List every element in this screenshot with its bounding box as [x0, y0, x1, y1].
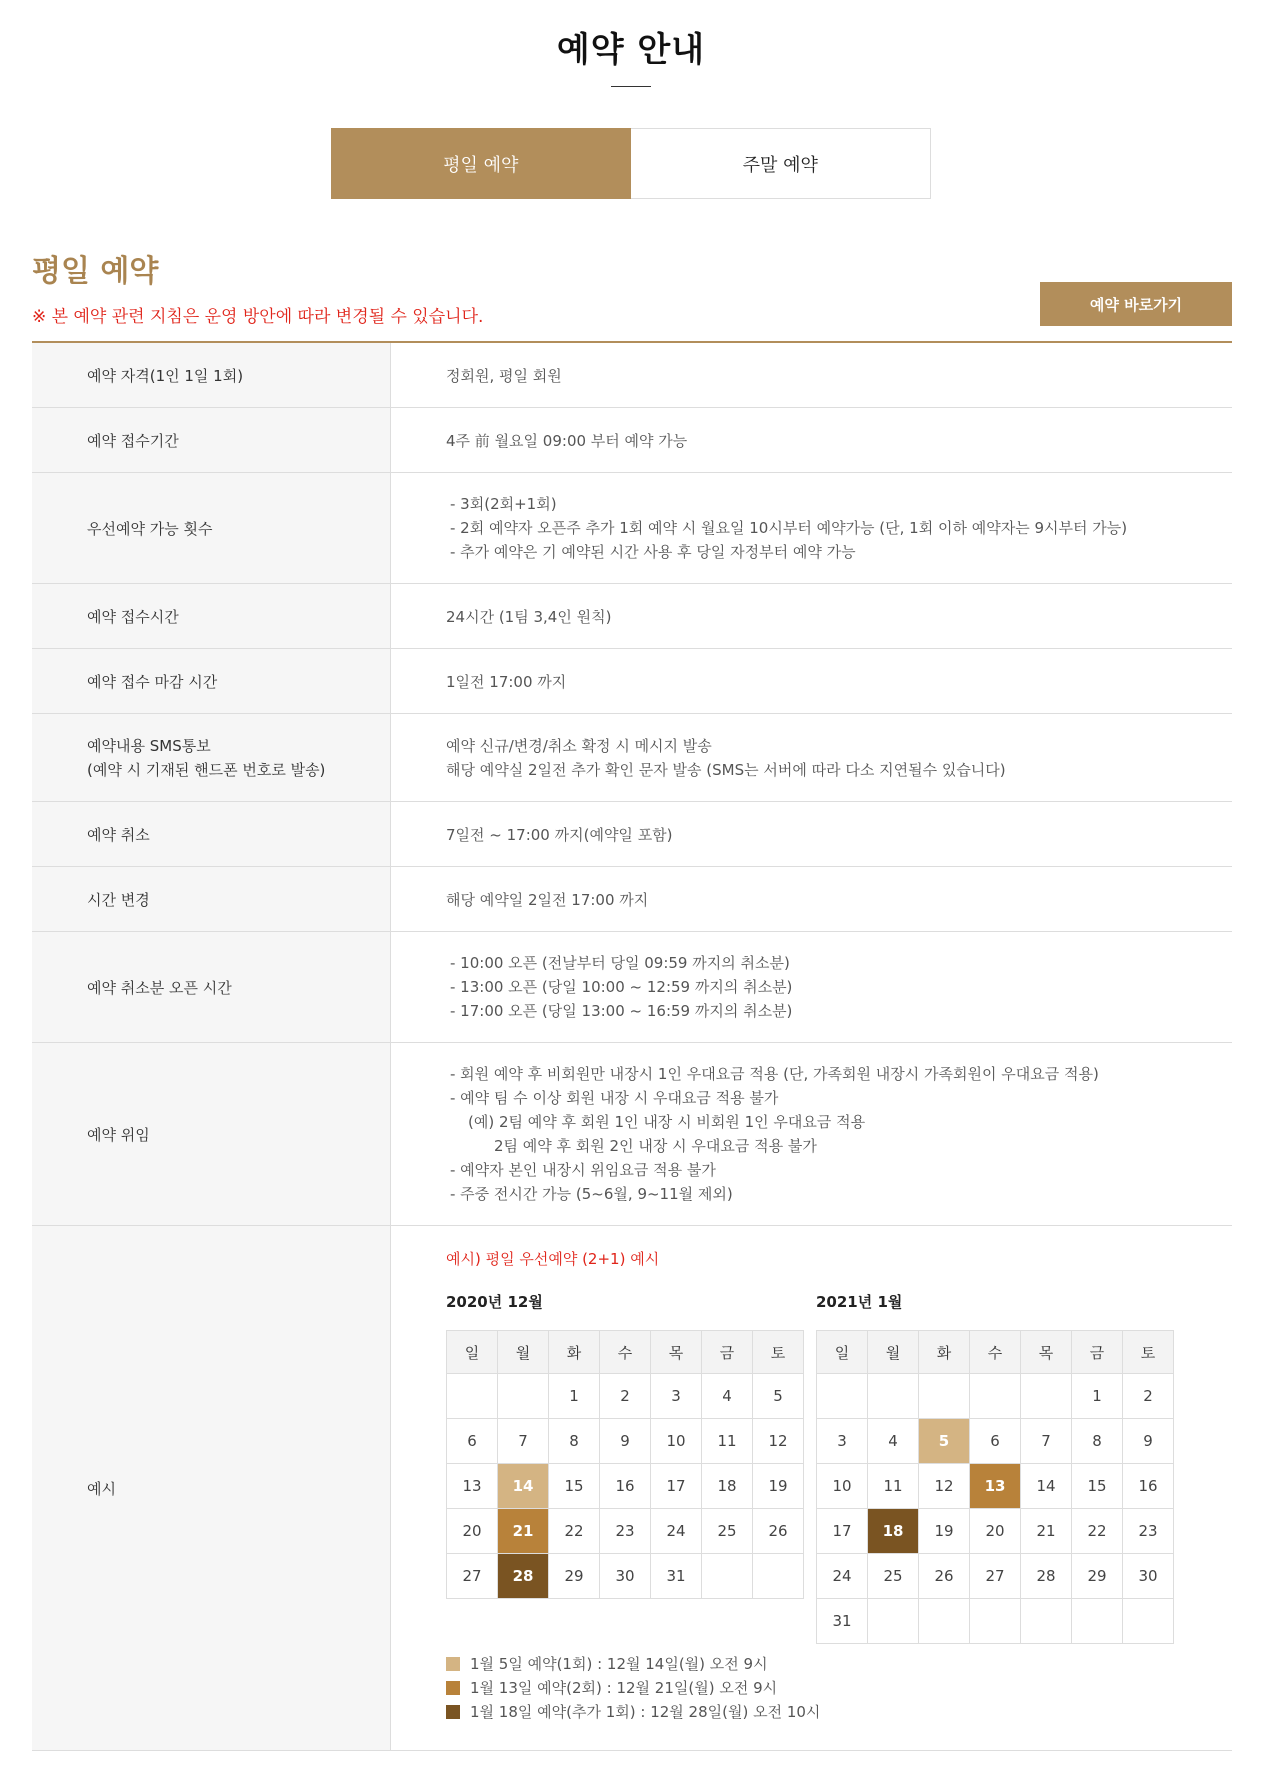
weekday-header: 수 [600, 1331, 651, 1374]
calendar-empty-cell [1021, 1374, 1072, 1419]
weekday-header: 토 [753, 1331, 804, 1374]
table-row [32, 932, 1232, 1043]
row-line: - 17:00 오픈 (당일 13:00 ~ 16:59 까지의 취소분) [450, 1002, 793, 1020]
row-value [391, 473, 1232, 583]
calendar-day: 23 [600, 1509, 651, 1554]
calendar-empty-cell [970, 1599, 1021, 1644]
calendar-empty-cell [702, 1554, 753, 1599]
calendar-title-jan: 2021년 1월 [816, 1293, 903, 1311]
calendar-day: 25 [702, 1509, 753, 1554]
calendar-empty-cell [817, 1374, 868, 1419]
row-label: 우선예약 가능 횟수 [32, 473, 391, 583]
row-value: 해당 예약일 2일전 17:00 까지 [446, 890, 649, 909]
weekday-header: 일 [447, 1331, 498, 1374]
calendar-week [817, 1509, 1174, 1554]
row-label-sub: (예약 시 기재된 핸드폰 번호로 발송) [87, 760, 326, 779]
row-line: - 예약자 본인 내장시 위임요금 적용 불가 [450, 1161, 716, 1179]
example-area [391, 1226, 1232, 1750]
calendar-day: 12 [919, 1464, 970, 1509]
calendar-day: 9 [1123, 1419, 1174, 1464]
row-label-main: 예약내용 SMS통보 [87, 736, 211, 755]
legend-text: 1월 5일 예약(1회) : 12월 14일(월) 오전 9시 [470, 1655, 768, 1673]
go-reservation-button[interactable]: 예약 바로가기 [1040, 282, 1232, 326]
legend-swatch [446, 1681, 460, 1695]
calendar-empty-cell [970, 1374, 1021, 1419]
calendar-day: 22 [1072, 1509, 1123, 1554]
calendar-day: 13 [447, 1464, 498, 1509]
row-value: 24시간 (1팀 3,4인 원칙) [446, 607, 612, 626]
weekday-header: 월 [868, 1331, 919, 1374]
calendar-day: 15 [1072, 1464, 1123, 1509]
row-value [391, 932, 1232, 1042]
calendar-day: 7 [1021, 1419, 1072, 1464]
weekday-header: 화 [549, 1331, 600, 1374]
table-row [32, 649, 1232, 714]
calendar-day: 18 [702, 1464, 753, 1509]
weekday-header: 금 [702, 1331, 753, 1374]
calendar-day: 31 [817, 1599, 868, 1644]
row-line: - 회원 예약 후 비회원만 내장시 1인 우대요금 적용 (단, 가족회원 내장시 가족회원이 우대요금 적용) [450, 1065, 1099, 1083]
weekday-header: 토 [1123, 1331, 1174, 1374]
row-value: 정회원, 평일 회원 [446, 366, 562, 385]
row-label: 예약 취소분 오픈 시간 [32, 932, 391, 1042]
table-row [32, 1043, 1232, 1226]
row-line: 2팀 예약 후 회원 2인 내장 시 우대요금 적용 불가 [494, 1137, 817, 1155]
calendar-day: 29 [1072, 1554, 1123, 1599]
legend-item [446, 1676, 820, 1700]
calendar-empty-cell [1021, 1599, 1072, 1644]
example-title: 예시) 평일 우선예약 (2+1) 예시 [446, 1250, 660, 1268]
weekday-header: 월 [498, 1331, 549, 1374]
calendar-day: 27 [970, 1554, 1021, 1599]
calendar-day: 28 [498, 1554, 549, 1599]
row-label: 예약 접수시간 [32, 584, 391, 648]
row-value [391, 714, 1232, 801]
calendar-day: 17 [651, 1464, 702, 1509]
calendar-empty-cell [1072, 1599, 1123, 1644]
calendar-dec-2020 [446, 1330, 804, 1599]
weekday-header: 금 [1072, 1331, 1123, 1374]
calendar-week [817, 1599, 1174, 1644]
table-row [32, 408, 1232, 473]
tab-weekday[interactable]: 평일 예약 [331, 128, 631, 199]
calendar-week [447, 1419, 804, 1464]
calendar-day: 2 [1123, 1374, 1174, 1419]
row-line: - 2회 예약자 오픈주 추가 1회 예약 시 월요일 10시부터 예약가능 (단, 1회 이하 예약자는 9시부터 가능) [450, 519, 1128, 537]
calendar-day: 6 [970, 1419, 1021, 1464]
row-label: 예약 자격(1인 1일 1회) [32, 343, 391, 407]
legend-text: 1월 18일 예약(추가 1회) : 12월 28일(월) 오전 10시 [470, 1703, 821, 1721]
calendar-day: 23 [1123, 1509, 1174, 1554]
calendar-day: 21 [1021, 1509, 1072, 1554]
table-row [32, 802, 1232, 867]
weekday-header: 일 [817, 1331, 868, 1374]
calendar-day: 13 [970, 1464, 1021, 1509]
row-label: 예약 위임 [32, 1043, 391, 1225]
calendar-day: 18 [868, 1509, 919, 1554]
table-row [32, 473, 1232, 584]
legend-swatch [446, 1657, 460, 1671]
calendar-day: 30 [1123, 1554, 1174, 1599]
calendar-empty-cell [868, 1374, 919, 1419]
legend-item [446, 1652, 820, 1676]
calendar-day: 10 [651, 1419, 702, 1464]
calendar-day: 8 [549, 1419, 600, 1464]
row-label: 예시 [32, 1226, 391, 1750]
calendar-day: 25 [868, 1554, 919, 1599]
row-line: - 3회(2회+1회) [450, 495, 557, 513]
calendar-day: 7 [498, 1419, 549, 1464]
table-row [32, 584, 1232, 649]
calendar-day: 26 [919, 1554, 970, 1599]
row-line: 해당 예약실 2일전 추가 확인 문자 발송 (SMS는 서버에 따라 다소 지연될수 있습니다) [446, 760, 1006, 779]
calendar-empty-cell [919, 1374, 970, 1419]
title-divider [611, 86, 651, 87]
calendar-day: 29 [549, 1554, 600, 1599]
calendar-day: 1 [549, 1374, 600, 1419]
row-line: - 추가 예약은 기 예약된 시간 사용 후 당일 자정부터 예약 가능 [450, 543, 856, 561]
calendar-empty-cell [919, 1599, 970, 1644]
calendar-day: 22 [549, 1509, 600, 1554]
table-row [32, 867, 1232, 932]
calendar-day: 8 [1072, 1419, 1123, 1464]
weekday-header: 수 [970, 1331, 1021, 1374]
legend-swatch [446, 1705, 460, 1719]
calendar-day: 14 [1021, 1464, 1072, 1509]
calendar-day: 27 [447, 1554, 498, 1599]
calendar-day: 3 [817, 1419, 868, 1464]
row-line: - 주중 전시간 가능 (5~6월, 9~11월 제외) [450, 1185, 733, 1203]
legend-text: 1월 13일 예약(2회) : 12월 21일(월) 오전 9시 [470, 1679, 778, 1697]
calendar-day: 5 [919, 1419, 970, 1464]
calendar-week [817, 1464, 1174, 1509]
calendar-empty-cell [447, 1374, 498, 1419]
calendar-day: 12 [753, 1419, 804, 1464]
calendar-week [817, 1374, 1174, 1419]
calendar-day: 30 [600, 1554, 651, 1599]
row-line: - 10:00 오픈 (전날부터 당일 09:59 까지의 취소분) [450, 954, 790, 972]
calendar-week [817, 1554, 1174, 1599]
notice-text: ※ 본 예약 관련 지침은 운영 방안에 따라 변경될 수 있습니다. [32, 307, 484, 327]
calendar-week [447, 1374, 804, 1419]
calendar-day: 14 [498, 1464, 549, 1509]
row-value [391, 1043, 1232, 1225]
calendar-day: 1 [1072, 1374, 1123, 1419]
calendar-empty-cell [753, 1554, 804, 1599]
calendar-day: 21 [498, 1509, 549, 1554]
calendar-day: 4 [702, 1374, 753, 1419]
calendar-empty-cell [868, 1599, 919, 1644]
calendar-day: 24 [651, 1509, 702, 1554]
calendar-day: 15 [549, 1464, 600, 1509]
calendar-day: 31 [651, 1554, 702, 1599]
section-title: 평일 예약 [32, 254, 159, 289]
weekday-header: 목 [651, 1331, 702, 1374]
calendar-week [447, 1464, 804, 1509]
calendar-day: 17 [817, 1509, 868, 1554]
calendar-day: 4 [868, 1419, 919, 1464]
row-label: 예약 접수 마감 시간 [32, 649, 391, 713]
row-label: 예약 취소 [32, 802, 391, 866]
calendar-empty-cell [498, 1374, 549, 1419]
reservation-tabs [331, 128, 931, 199]
calendar-day: 11 [868, 1464, 919, 1509]
row-value: 4주 前 월요일 09:00 부터 예약 가능 [446, 431, 688, 450]
row-label [32, 714, 391, 801]
calendar-day: 20 [970, 1509, 1021, 1554]
row-label: 예약 접수기간 [32, 408, 391, 472]
table-row [32, 343, 1232, 408]
info-table [32, 341, 1232, 1751]
calendar-day: 11 [702, 1419, 753, 1464]
calendar-day: 10 [817, 1464, 868, 1509]
calendar-title-dec: 2020년 12월 [446, 1293, 543, 1311]
row-value: 7일전 ~ 17:00 까지(예약일 포함) [446, 825, 673, 844]
calendar-day: 9 [600, 1419, 651, 1464]
page-title: 예약 안내 [556, 30, 706, 70]
row-line: - 예약 팀 수 이상 회원 내장 시 우대요금 적용 불가 [450, 1089, 779, 1107]
row-line: 예약 신규/변경/취소 확정 시 메시지 발송 [446, 736, 712, 755]
row-value: 1일전 17:00 까지 [446, 672, 567, 691]
calendar-day: 5 [753, 1374, 804, 1419]
calendar-day: 19 [919, 1509, 970, 1554]
calendar-week [447, 1509, 804, 1554]
table-row [32, 714, 1232, 802]
row-label: 시간 변경 [32, 867, 391, 931]
calendar-day: 3 [651, 1374, 702, 1419]
weekday-header: 목 [1021, 1331, 1072, 1374]
calendar-day: 2 [600, 1374, 651, 1419]
calendar-day: 6 [447, 1419, 498, 1464]
calendar-day: 26 [753, 1509, 804, 1554]
calendar-day: 16 [1123, 1464, 1174, 1509]
legend [446, 1652, 820, 1724]
calendar-day: 20 [447, 1509, 498, 1554]
calendar-day: 16 [600, 1464, 651, 1509]
row-line: - 13:00 오픈 (당일 10:00 ~ 12:59 까지의 취소분) [450, 978, 793, 996]
legend-item [446, 1700, 820, 1724]
calendar-day: 24 [817, 1554, 868, 1599]
row-line: (예) 2팀 예약 후 회원 1인 내장 시 비회원 1인 우대요금 적용 [468, 1113, 866, 1131]
calendar-day: 19 [753, 1464, 804, 1509]
tab-weekend[interactable]: 주말 예약 [631, 128, 932, 199]
calendar-day: 28 [1021, 1554, 1072, 1599]
calendar-empty-cell [1123, 1599, 1174, 1644]
calendar-week [447, 1554, 804, 1599]
weekday-header: 화 [919, 1331, 970, 1374]
table-row [32, 1226, 1232, 1751]
calendar-jan-2021 [816, 1330, 1174, 1644]
calendar-week [817, 1419, 1174, 1464]
